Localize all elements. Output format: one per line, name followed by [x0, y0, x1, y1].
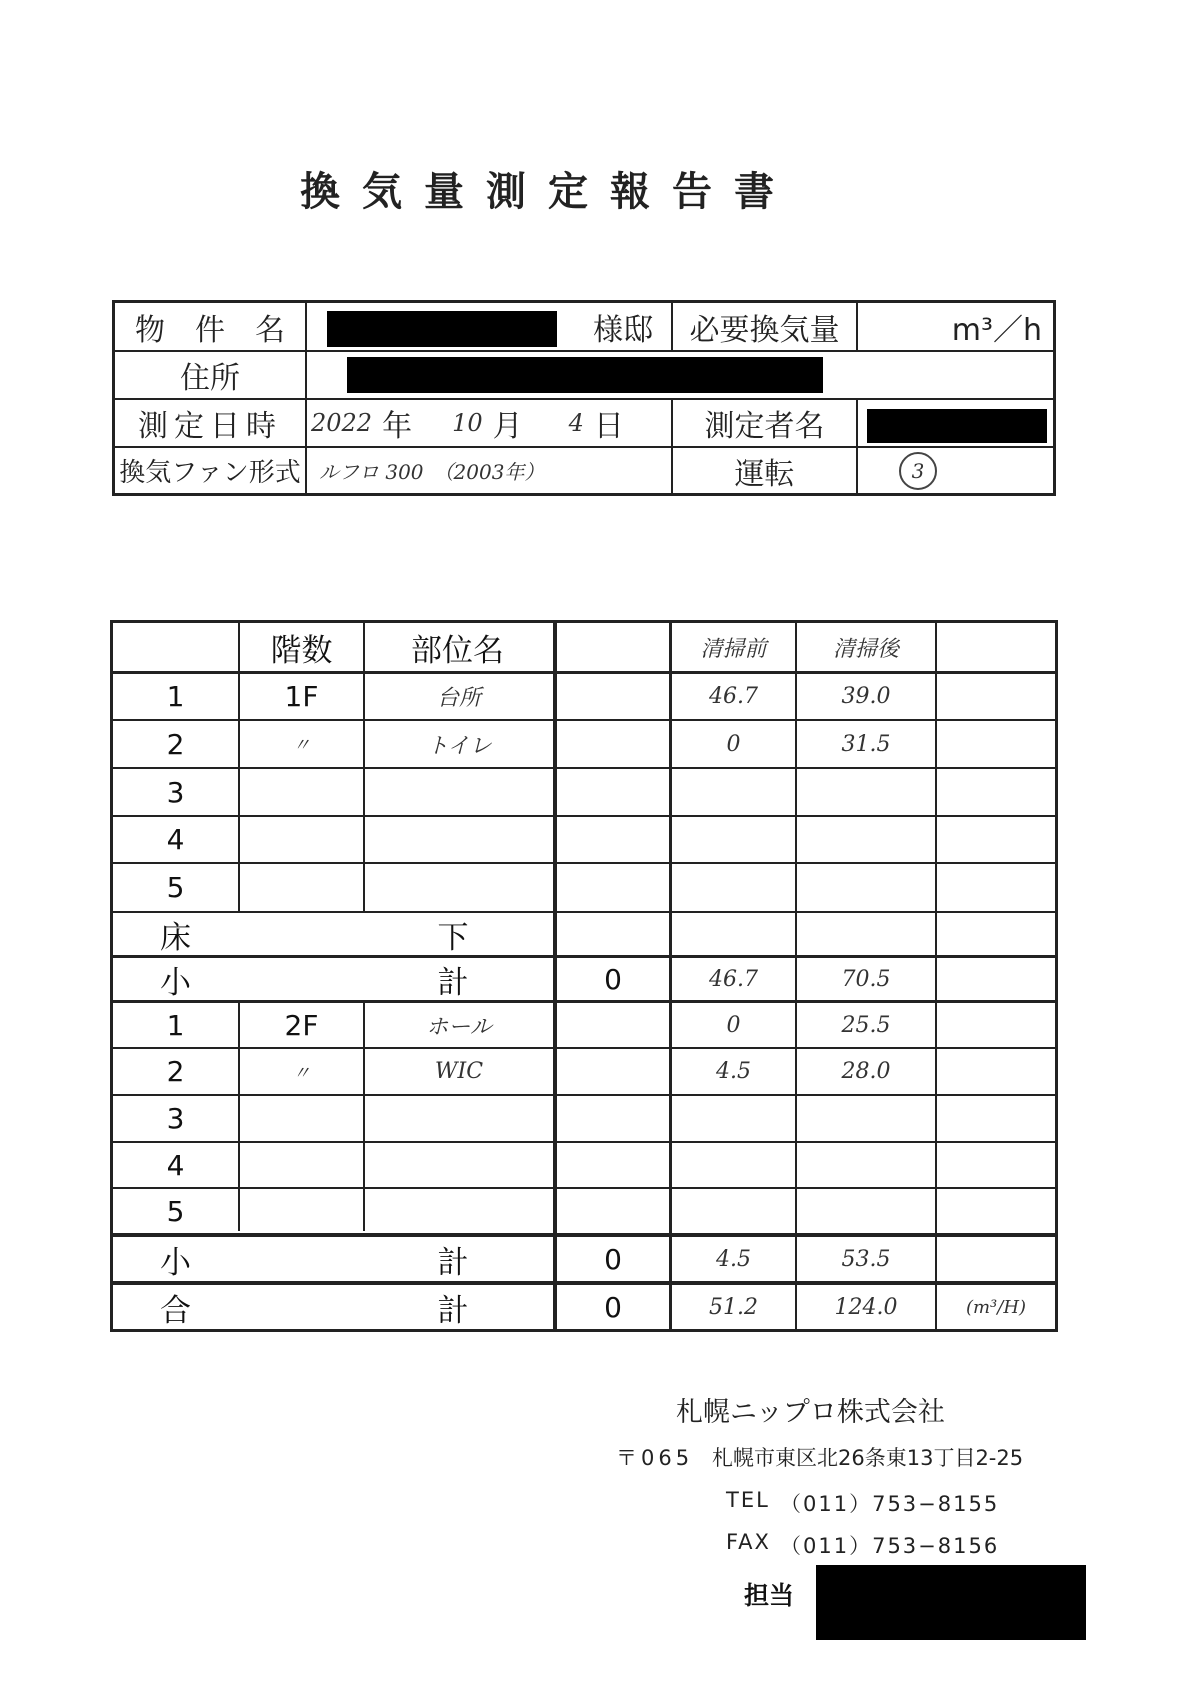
company-name: 札幌ニップロ株式会社: [676, 1397, 945, 1428]
measurer-label: 測定者名: [704, 409, 825, 444]
subtotal-2f-after: 53.5: [841, 1246, 891, 1272]
underfloor-right: 下: [437, 919, 469, 956]
row-1f-1-before: 46.7: [709, 684, 758, 709]
date-month: 10: [452, 409, 483, 437]
row-2f-3-no: 3: [166, 1102, 185, 1135]
required-ventilation-label: 必要換気量: [689, 312, 840, 348]
row-1f-1-no: 1: [166, 680, 185, 713]
row-2f-2-no: 2: [166, 1055, 185, 1088]
fax-number: （011）753−8156: [780, 1534, 1000, 1558]
subtotal-1f-before: 46.7: [709, 966, 758, 992]
measurement-table: [110, 620, 1058, 1332]
date-year: 2022: [311, 409, 373, 437]
total-before: 51.2: [709, 1294, 758, 1320]
underfloor-left: 床: [160, 919, 191, 956]
row-2f-1-before: 0: [726, 1012, 741, 1038]
header-before-cleaning: 清掃前: [700, 636, 767, 662]
date-month-unit: 月: [492, 409, 523, 444]
row-1f-3-no: 3: [166, 775, 185, 809]
fax-label: FAX: [726, 1530, 771, 1554]
property-name-label: 物 件 名: [135, 312, 285, 348]
date-year-unit: 年: [382, 409, 413, 444]
total-value: 0: [604, 1290, 622, 1324]
total-unit: (m³/H): [965, 1296, 1027, 1318]
row-2f-1-floor: 2F: [284, 1008, 319, 1042]
subtotal-1f-after: 70.5: [841, 966, 891, 992]
row-1f-1-floor: 1F: [284, 680, 319, 713]
fan-type-value: ルフロ 300 （2003年）: [319, 460, 545, 484]
subtotal-2f-value: 0: [604, 1242, 622, 1276]
date-day-unit: 日: [593, 409, 624, 444]
subtotal-1f-right: 計: [437, 964, 469, 1001]
property-suffix: 様邸: [593, 312, 653, 348]
row-1f-1-location: 台所: [436, 686, 481, 711]
row-2f-2-location: WIC: [434, 1059, 484, 1084]
row-1f-2-before: 0: [726, 731, 741, 757]
company-address: 札幌市東区北26条東13丁目2-25: [712, 1446, 1024, 1470]
subtotal-2f-right: 計: [437, 1244, 469, 1281]
date-value: [311, 400, 671, 446]
redacted-property-name: [327, 311, 557, 347]
row-2f-1-after: 25.5: [841, 1012, 891, 1038]
row-2f-5-no: 5: [166, 1194, 185, 1228]
total-left: 合: [160, 1292, 191, 1329]
total-after: 124.0: [834, 1294, 898, 1320]
date-label: 測定日時: [138, 409, 282, 444]
contact-person-label: 担当: [744, 1581, 795, 1610]
row-2f-2-before: 4.5: [716, 1059, 751, 1084]
row-1f-1-after: 39.0: [841, 684, 891, 709]
row-1f-2-location: トイレ: [426, 733, 492, 759]
subtotal-2f-before: 4.5: [716, 1246, 751, 1272]
tel-label: TEL: [726, 1488, 770, 1512]
row-2f-1-location: ホール: [426, 1014, 492, 1040]
row-1f-2-after: 31.5: [841, 731, 891, 757]
row-2f-2-floor: 〃: [292, 1062, 311, 1084]
report-title: 換気量測定報告書: [300, 169, 796, 215]
redacted-address: [347, 357, 823, 393]
property-info-table: [112, 300, 1056, 496]
total-right: 計: [437, 1292, 469, 1329]
row-2f-4-no: 4: [166, 1148, 185, 1182]
date-day: 4: [568, 409, 584, 437]
row-1f-2-floor: 〃: [292, 735, 311, 756]
tel-number: （011）753−8155: [780, 1492, 1000, 1516]
header-after-cleaning: 清掃後: [832, 636, 899, 662]
subtotal-1f-value: 0: [604, 962, 622, 996]
company-postal: 〒065: [616, 1446, 694, 1470]
required-ventilation-unit: m³／h: [951, 312, 1042, 348]
operation-value: [858, 448, 978, 493]
subtotal-1f-left: 小: [160, 964, 191, 1001]
row-2f-1-no: 1: [166, 1008, 185, 1042]
fan-type-label: 換気ファン形式: [119, 458, 301, 488]
address-label: 住所: [180, 361, 240, 396]
redacted-measurer: [867, 409, 1047, 443]
header-location: 部位名: [411, 632, 504, 669]
redacted-contact-person: [816, 1565, 1086, 1640]
row-1f-2-no: 2: [166, 727, 185, 761]
header-floor: 階数: [270, 632, 333, 669]
operation-label: 運転: [734, 456, 795, 492]
subtotal-2f-left: 小: [160, 1244, 191, 1281]
row-2f-2-after: 28.0: [841, 1059, 891, 1084]
row-1f-5-no: 5: [166, 871, 185, 904]
row-1f-4-no: 4: [166, 823, 185, 856]
operation-circle: 3: [899, 452, 937, 490]
